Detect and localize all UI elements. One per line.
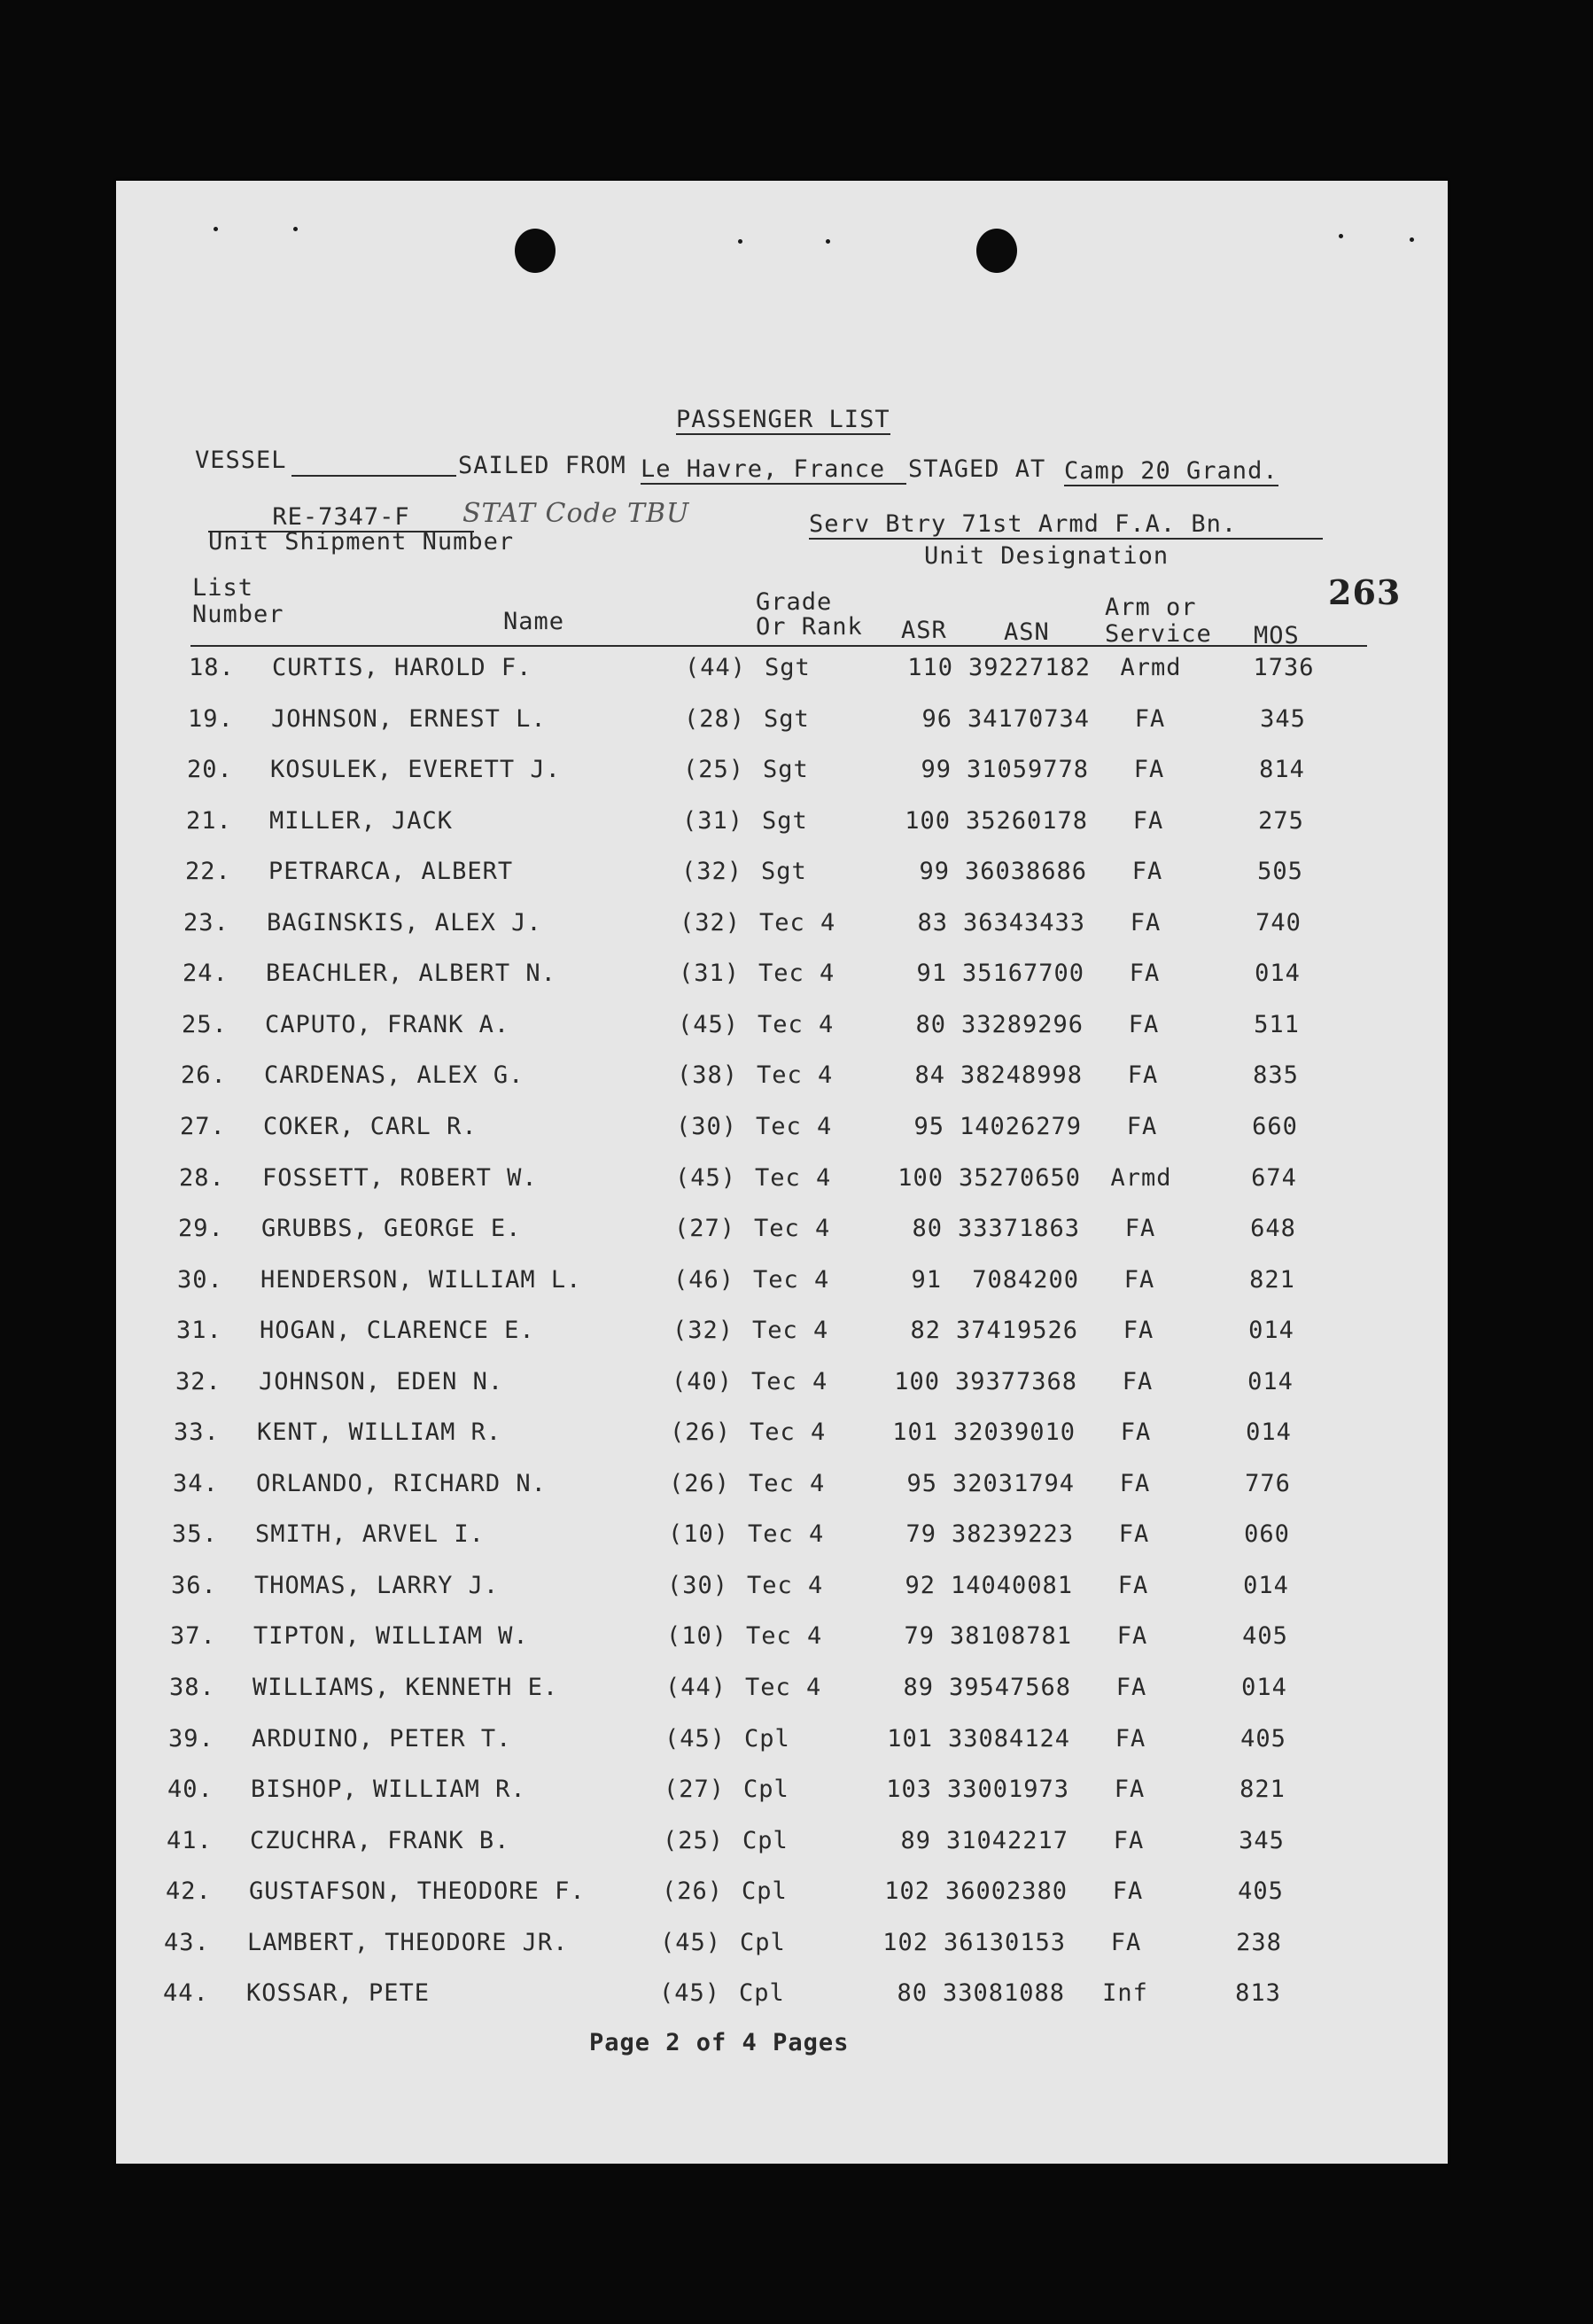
row-age: (10) bbox=[668, 1520, 730, 1549]
row-mos: 740 bbox=[1255, 908, 1302, 937]
paper-speck bbox=[1339, 234, 1343, 238]
row-mos: 238 bbox=[1236, 1928, 1282, 1956]
row-asn: 7084200 bbox=[972, 1265, 1079, 1294]
col-mos: MOS bbox=[1254, 622, 1300, 649]
row-name: ORLANDO, RICHARD N. bbox=[256, 1469, 547, 1497]
col-asn: ASN bbox=[1004, 618, 1050, 646]
row-name: WILLIAMS, KENNETH E. bbox=[253, 1674, 559, 1701]
row-mos: 814 bbox=[1259, 756, 1305, 784]
row-list-number: 44. bbox=[163, 1979, 209, 2008]
row-arm: FA bbox=[1134, 704, 1166, 733]
row-age: (45) bbox=[675, 1163, 737, 1192]
row-list-number: 29. bbox=[178, 1215, 224, 1243]
page-title: PASSENGER LIST bbox=[676, 406, 890, 433]
row-list-number: 36. bbox=[171, 1571, 217, 1599]
row-asr: 80 bbox=[915, 1010, 946, 1038]
table-row bbox=[116, 1572, 1448, 1607]
row-name: CZUCHRA, FRANK B. bbox=[250, 1826, 510, 1854]
row-name: BEACHLER, ALBERT N. bbox=[266, 960, 556, 988]
row-rank: Sgt bbox=[764, 704, 810, 733]
row-mos: 275 bbox=[1258, 806, 1304, 835]
row-name: MILLER, JACK bbox=[269, 806, 454, 835]
table-row bbox=[116, 1979, 1448, 2015]
table-row bbox=[116, 654, 1448, 689]
row-age: (26) bbox=[669, 1469, 731, 1497]
table-row bbox=[116, 1368, 1448, 1403]
row-asn: 31059778 bbox=[966, 756, 1089, 784]
row-rank: Tec 4 bbox=[755, 1163, 832, 1192]
row-mos: 060 bbox=[1244, 1520, 1290, 1549]
row-rank: Tec 4 bbox=[758, 960, 835, 988]
row-asn: 31042217 bbox=[945, 1826, 1068, 1854]
row-list-number: 26. bbox=[181, 1061, 227, 1090]
row-name: JOHNSON, EDEN N. bbox=[259, 1367, 504, 1395]
sailed-from-label: SAILED FROM bbox=[458, 452, 626, 479]
row-asn: 33084124 bbox=[947, 1724, 1070, 1753]
row-arm: FA bbox=[1122, 1367, 1154, 1395]
row-arm: FA bbox=[1123, 1265, 1155, 1294]
col-asr: ASR bbox=[901, 617, 947, 644]
row-name: ARDUINO, PETER T. bbox=[252, 1724, 512, 1753]
unit-shipment-number: RE-7347-F bbox=[208, 503, 474, 532]
row-rank: Tec 4 bbox=[751, 1367, 828, 1395]
table-row bbox=[116, 909, 1448, 944]
sailed-from-value: Le Havre, France bbox=[641, 455, 906, 485]
row-list-number: 35. bbox=[172, 1520, 218, 1549]
row-name: BISHOP, WILLIAM R. bbox=[251, 1776, 526, 1804]
row-list-number: 21. bbox=[186, 806, 232, 835]
row-name: COKER, CARL R. bbox=[263, 1112, 478, 1140]
table-row bbox=[116, 1674, 1448, 1709]
row-mos: 1736 bbox=[1253, 654, 1315, 681]
row-list-number: 40. bbox=[167, 1776, 214, 1804]
document-page bbox=[116, 181, 1448, 2164]
row-arm: FA bbox=[1115, 1724, 1146, 1753]
header-rule bbox=[190, 645, 1367, 647]
row-age: (25) bbox=[683, 756, 745, 784]
row-arm: FA bbox=[1127, 1061, 1159, 1090]
row-age: (27) bbox=[664, 1776, 726, 1804]
row-asr: 100 bbox=[894, 1367, 940, 1395]
row-asr: 89 bbox=[903, 1674, 934, 1701]
staged-at-value: Camp 20 Grand. bbox=[1064, 457, 1278, 485]
row-mos: 776 bbox=[1245, 1469, 1291, 1497]
row-rank: Tec 4 bbox=[753, 1265, 830, 1294]
row-name: CAPUTO, FRANK A. bbox=[265, 1010, 510, 1038]
row-asr: 101 bbox=[892, 1418, 938, 1447]
row-age: (32) bbox=[681, 858, 743, 886]
table-row bbox=[116, 756, 1448, 791]
row-name: THOMAS, LARRY J. bbox=[254, 1571, 500, 1599]
row-asn: 39377368 bbox=[954, 1367, 1077, 1395]
table-row bbox=[116, 1215, 1448, 1250]
row-asn: 32039010 bbox=[952, 1418, 1076, 1447]
row-list-number: 20. bbox=[187, 756, 233, 784]
row-arm: FA bbox=[1114, 1776, 1146, 1804]
row-arm: FA bbox=[1119, 1469, 1151, 1497]
row-asr: 92 bbox=[905, 1571, 936, 1599]
row-age: (46) bbox=[673, 1265, 735, 1294]
row-name: JOHNSON, ERNEST L. bbox=[271, 704, 547, 733]
row-asn: 37419526 bbox=[955, 1317, 1078, 1345]
row-mos: 014 bbox=[1248, 1317, 1294, 1345]
row-asn: 34170734 bbox=[967, 704, 1090, 733]
row-list-number: 27. bbox=[180, 1112, 226, 1140]
row-mos: 648 bbox=[1250, 1215, 1296, 1243]
table-row bbox=[116, 1164, 1448, 1200]
row-asr: 91 bbox=[911, 1265, 942, 1294]
row-asr: 100 bbox=[898, 1163, 944, 1192]
unit-designation-caption: Unit Designation bbox=[924, 542, 1169, 570]
row-mos: 405 bbox=[1238, 1877, 1284, 1906]
row-mos: 014 bbox=[1247, 1367, 1294, 1395]
row-age: (10) bbox=[666, 1622, 728, 1651]
row-arm: FA bbox=[1128, 1010, 1160, 1038]
row-mos: 405 bbox=[1242, 1622, 1288, 1651]
row-asn: 33001973 bbox=[946, 1776, 1069, 1804]
row-mos: 345 bbox=[1239, 1826, 1285, 1854]
paper-speck bbox=[293, 227, 298, 231]
row-arm: FA bbox=[1116, 1622, 1148, 1651]
row-rank: Tec 4 bbox=[750, 1418, 827, 1447]
row-name: LAMBERT, THEODORE JR. bbox=[247, 1928, 569, 1956]
vessel-blank-line bbox=[291, 475, 456, 477]
row-mos: 014 bbox=[1255, 960, 1301, 988]
row-rank: Sgt bbox=[765, 654, 811, 681]
row-asn: 33289296 bbox=[960, 1010, 1084, 1038]
row-asn: 38108781 bbox=[949, 1622, 1072, 1651]
row-asn: 33371863 bbox=[957, 1215, 1080, 1243]
table-row bbox=[116, 1622, 1448, 1658]
row-asr: 91 bbox=[916, 960, 947, 988]
row-arm: FA bbox=[1123, 1317, 1154, 1345]
row-asr: 102 bbox=[882, 1928, 929, 1956]
row-age: (40) bbox=[672, 1367, 734, 1395]
row-list-number: 38. bbox=[169, 1674, 215, 1701]
row-asn: 14026279 bbox=[959, 1112, 1082, 1140]
col-list: List bbox=[192, 574, 254, 602]
row-list-number: 30. bbox=[177, 1265, 223, 1294]
row-rank: Tec 4 bbox=[748, 1520, 825, 1549]
row-age: (31) bbox=[679, 960, 741, 988]
row-age: (31) bbox=[682, 806, 744, 835]
row-asn: 32031794 bbox=[952, 1469, 1075, 1497]
row-mos: 014 bbox=[1246, 1418, 1292, 1447]
row-name: FOSSETT, ROBERT W. bbox=[262, 1163, 538, 1192]
col-or-rank: Or Rank bbox=[756, 613, 863, 641]
row-rank: Cpl bbox=[743, 1776, 789, 1804]
row-rank: Tec 4 bbox=[756, 1112, 833, 1140]
row-arm: FA bbox=[1124, 1215, 1156, 1243]
row-list-number: 32. bbox=[175, 1367, 221, 1395]
row-age: (26) bbox=[662, 1877, 724, 1906]
row-asn: 35270650 bbox=[958, 1163, 1081, 1192]
row-asn: 36038686 bbox=[964, 858, 1087, 886]
row-name: HENDERSON, WILLIAM L. bbox=[260, 1265, 582, 1294]
table-row bbox=[116, 1827, 1448, 1862]
row-list-number: 31. bbox=[176, 1317, 222, 1345]
row-arm: FA bbox=[1130, 908, 1162, 937]
col-service: Service bbox=[1105, 620, 1212, 648]
table-row bbox=[116, 1725, 1448, 1760]
row-age: (27) bbox=[674, 1215, 736, 1243]
row-asn: 36002380 bbox=[944, 1877, 1068, 1906]
row-rank: Cpl bbox=[742, 1826, 789, 1854]
punch-hole-left bbox=[515, 229, 556, 273]
row-rank: Cpl bbox=[739, 1979, 785, 2008]
row-age: (28) bbox=[684, 704, 746, 733]
row-asr: 103 bbox=[886, 1776, 932, 1804]
row-asr: 79 bbox=[904, 1622, 935, 1651]
table-row bbox=[116, 858, 1448, 893]
row-asr: 79 bbox=[905, 1520, 936, 1549]
row-arm: Armd bbox=[1110, 1163, 1172, 1192]
row-asr: 110 bbox=[907, 654, 953, 681]
row-rank: Cpl bbox=[740, 1928, 786, 1956]
row-asr: 82 bbox=[910, 1317, 941, 1345]
row-list-number: 34. bbox=[173, 1469, 219, 1497]
table-row bbox=[116, 1061, 1448, 1097]
row-name: GRUBBS, GEORGE E. bbox=[261, 1215, 522, 1243]
row-list-number: 19. bbox=[188, 704, 234, 733]
row-arm: FA bbox=[1110, 1928, 1142, 1956]
row-age: (45) bbox=[659, 1979, 721, 2008]
row-mos: 505 bbox=[1257, 858, 1303, 886]
row-rank: Sgt bbox=[763, 756, 809, 784]
row-list-number: 43. bbox=[164, 1928, 210, 1956]
row-arm: FA bbox=[1118, 1520, 1150, 1549]
row-list-number: 28. bbox=[179, 1163, 225, 1192]
row-rank: Tec 4 bbox=[758, 1010, 835, 1038]
row-asr: 80 bbox=[897, 1979, 928, 2008]
table-row bbox=[116, 705, 1448, 741]
col-grade: Grade bbox=[756, 588, 833, 616]
row-arm: FA bbox=[1115, 1674, 1147, 1701]
row-list-number: 24. bbox=[183, 960, 229, 988]
row-arm: FA bbox=[1131, 858, 1163, 886]
row-list-number: 39. bbox=[168, 1724, 214, 1753]
row-rank: Cpl bbox=[742, 1877, 788, 1906]
staged-at-label: STAGED AT bbox=[908, 455, 1046, 483]
row-rank: Tec 4 bbox=[747, 1571, 824, 1599]
row-asr: 95 bbox=[913, 1112, 944, 1140]
row-rank: Tec 4 bbox=[746, 1622, 823, 1651]
row-mos: 821 bbox=[1239, 1776, 1286, 1804]
row-age: (45) bbox=[678, 1010, 740, 1038]
row-asn: 38239223 bbox=[951, 1520, 1074, 1549]
row-asn: 35260178 bbox=[965, 806, 1088, 835]
row-age: (45) bbox=[660, 1928, 722, 1956]
row-age: (38) bbox=[677, 1061, 739, 1090]
row-age: (30) bbox=[667, 1571, 729, 1599]
paper-speck bbox=[1410, 237, 1414, 242]
table-row bbox=[116, 1877, 1448, 1913]
row-name: HOGAN, CLARENCE E. bbox=[260, 1317, 535, 1345]
page-number: 263 bbox=[1328, 572, 1402, 612]
table-row bbox=[116, 1929, 1448, 1964]
row-asn: 36343433 bbox=[962, 908, 1085, 937]
row-age: (30) bbox=[676, 1112, 738, 1140]
row-asr: 80 bbox=[912, 1215, 943, 1243]
row-age: (26) bbox=[670, 1418, 732, 1447]
row-mos: 821 bbox=[1249, 1265, 1295, 1294]
row-rank: Sgt bbox=[762, 806, 808, 835]
row-arm: FA bbox=[1133, 756, 1165, 784]
paper-speck bbox=[826, 239, 830, 244]
unit-designation: Serv Btry 71st Armd F.A. Bn. bbox=[809, 510, 1323, 540]
row-list-number: 33. bbox=[174, 1418, 220, 1447]
col-number: Number bbox=[192, 601, 284, 628]
row-list-number: 41. bbox=[167, 1826, 213, 1854]
punch-hole-right bbox=[976, 229, 1017, 273]
row-arm: Armd bbox=[1120, 654, 1182, 681]
row-asn: 38248998 bbox=[960, 1061, 1083, 1090]
row-asr: 100 bbox=[905, 806, 951, 835]
row-mos: 813 bbox=[1235, 1979, 1281, 2008]
row-arm: FA bbox=[1132, 806, 1164, 835]
row-age: (45) bbox=[664, 1724, 727, 1753]
row-mos: 835 bbox=[1253, 1061, 1299, 1090]
row-list-number: 37. bbox=[170, 1622, 216, 1651]
row-arm: FA bbox=[1113, 1826, 1145, 1854]
row-mos: 660 bbox=[1252, 1112, 1298, 1140]
row-asr: 89 bbox=[900, 1826, 931, 1854]
row-arm: FA bbox=[1129, 960, 1161, 988]
row-asn: 39227182 bbox=[967, 654, 1091, 681]
row-list-number: 22. bbox=[185, 858, 231, 886]
row-rank: Tec 4 bbox=[754, 1215, 831, 1243]
paper-speck bbox=[738, 239, 742, 244]
row-rank: Tec 4 bbox=[745, 1674, 822, 1701]
row-rank: Tec 4 bbox=[759, 908, 836, 937]
row-asr: 96 bbox=[921, 704, 952, 733]
table-row bbox=[116, 1011, 1448, 1046]
col-name: Name bbox=[503, 608, 565, 635]
table-row bbox=[116, 1470, 1448, 1505]
row-name: SMITH, ARVEL I. bbox=[255, 1520, 485, 1549]
row-list-number: 42. bbox=[166, 1877, 212, 1906]
row-mos: 511 bbox=[1254, 1010, 1300, 1038]
row-asn: 36130153 bbox=[943, 1928, 1066, 1956]
table-row bbox=[116, 1520, 1448, 1556]
table-row bbox=[116, 1317, 1448, 1352]
row-rank: Tec 4 bbox=[749, 1469, 826, 1497]
row-rank: Tec 4 bbox=[757, 1061, 834, 1090]
row-mos: 674 bbox=[1251, 1163, 1297, 1192]
row-list-number: 23. bbox=[183, 908, 229, 937]
row-age: (44) bbox=[665, 1674, 727, 1701]
unit-shipment-caption: Unit Shipment Number bbox=[208, 528, 515, 556]
row-asr: 84 bbox=[914, 1061, 945, 1090]
handwritten-note: STAT Code TBU bbox=[462, 498, 690, 529]
row-name: CURTIS, HAROLD F. bbox=[272, 654, 532, 681]
page-footer: Page 2 of 4 Pages bbox=[589, 2029, 850, 2056]
row-name: PETRARCA, ALBERT bbox=[268, 858, 514, 886]
table-row bbox=[116, 807, 1448, 843]
row-age: (32) bbox=[672, 1317, 734, 1345]
row-asr: 99 bbox=[921, 756, 952, 784]
row-asn: 14040081 bbox=[950, 1571, 1073, 1599]
row-age: (32) bbox=[680, 908, 742, 937]
paper-speck bbox=[214, 227, 218, 231]
table-row bbox=[116, 1113, 1448, 1148]
row-asr: 101 bbox=[887, 1724, 933, 1753]
row-rank: Tec 4 bbox=[752, 1317, 829, 1345]
row-list-number: 18. bbox=[189, 654, 235, 681]
table-row bbox=[116, 1776, 1448, 1811]
row-mos: 405 bbox=[1240, 1724, 1286, 1753]
row-asn: 39547568 bbox=[948, 1674, 1071, 1701]
row-age: (25) bbox=[663, 1826, 725, 1854]
table-row bbox=[116, 960, 1448, 995]
row-age: (44) bbox=[685, 654, 747, 681]
row-name: BAGINSKIS, ALEX J. bbox=[267, 908, 542, 937]
vessel-label: VESSEL bbox=[195, 447, 287, 474]
row-arm: FA bbox=[1112, 1877, 1144, 1906]
row-name: GUSTAFSON, THEODORE F. bbox=[249, 1877, 586, 1906]
col-arm-or: Arm or bbox=[1105, 594, 1197, 621]
row-mos: 014 bbox=[1243, 1571, 1289, 1599]
table-row bbox=[116, 1266, 1448, 1302]
row-mos: 345 bbox=[1260, 704, 1306, 733]
row-arm: Inf bbox=[1102, 1979, 1148, 2008]
row-rank: Cpl bbox=[744, 1724, 790, 1753]
row-asr: 99 bbox=[919, 858, 950, 886]
table-row bbox=[116, 1418, 1448, 1454]
row-arm: FA bbox=[1117, 1571, 1149, 1599]
row-rank: Sgt bbox=[761, 858, 807, 886]
row-asr: 83 bbox=[917, 908, 948, 937]
row-name: KOSULEK, EVERETT J. bbox=[270, 756, 561, 784]
row-asn: 35167700 bbox=[961, 960, 1084, 988]
row-arm: FA bbox=[1120, 1418, 1152, 1447]
row-list-number: 25. bbox=[182, 1010, 228, 1038]
row-mos: 014 bbox=[1241, 1674, 1287, 1701]
row-name: CARDENAS, ALEX G. bbox=[264, 1061, 525, 1090]
row-name: KOSSAR, PETE bbox=[246, 1979, 431, 2008]
row-arm: FA bbox=[1126, 1112, 1158, 1140]
row-name: KENT, WILLIAM R. bbox=[257, 1418, 502, 1447]
row-asr: 95 bbox=[906, 1469, 937, 1497]
row-asr: 102 bbox=[884, 1877, 930, 1906]
row-name: TIPTON, WILLIAM W. bbox=[253, 1622, 529, 1651]
row-asn: 33081088 bbox=[942, 1979, 1065, 2008]
